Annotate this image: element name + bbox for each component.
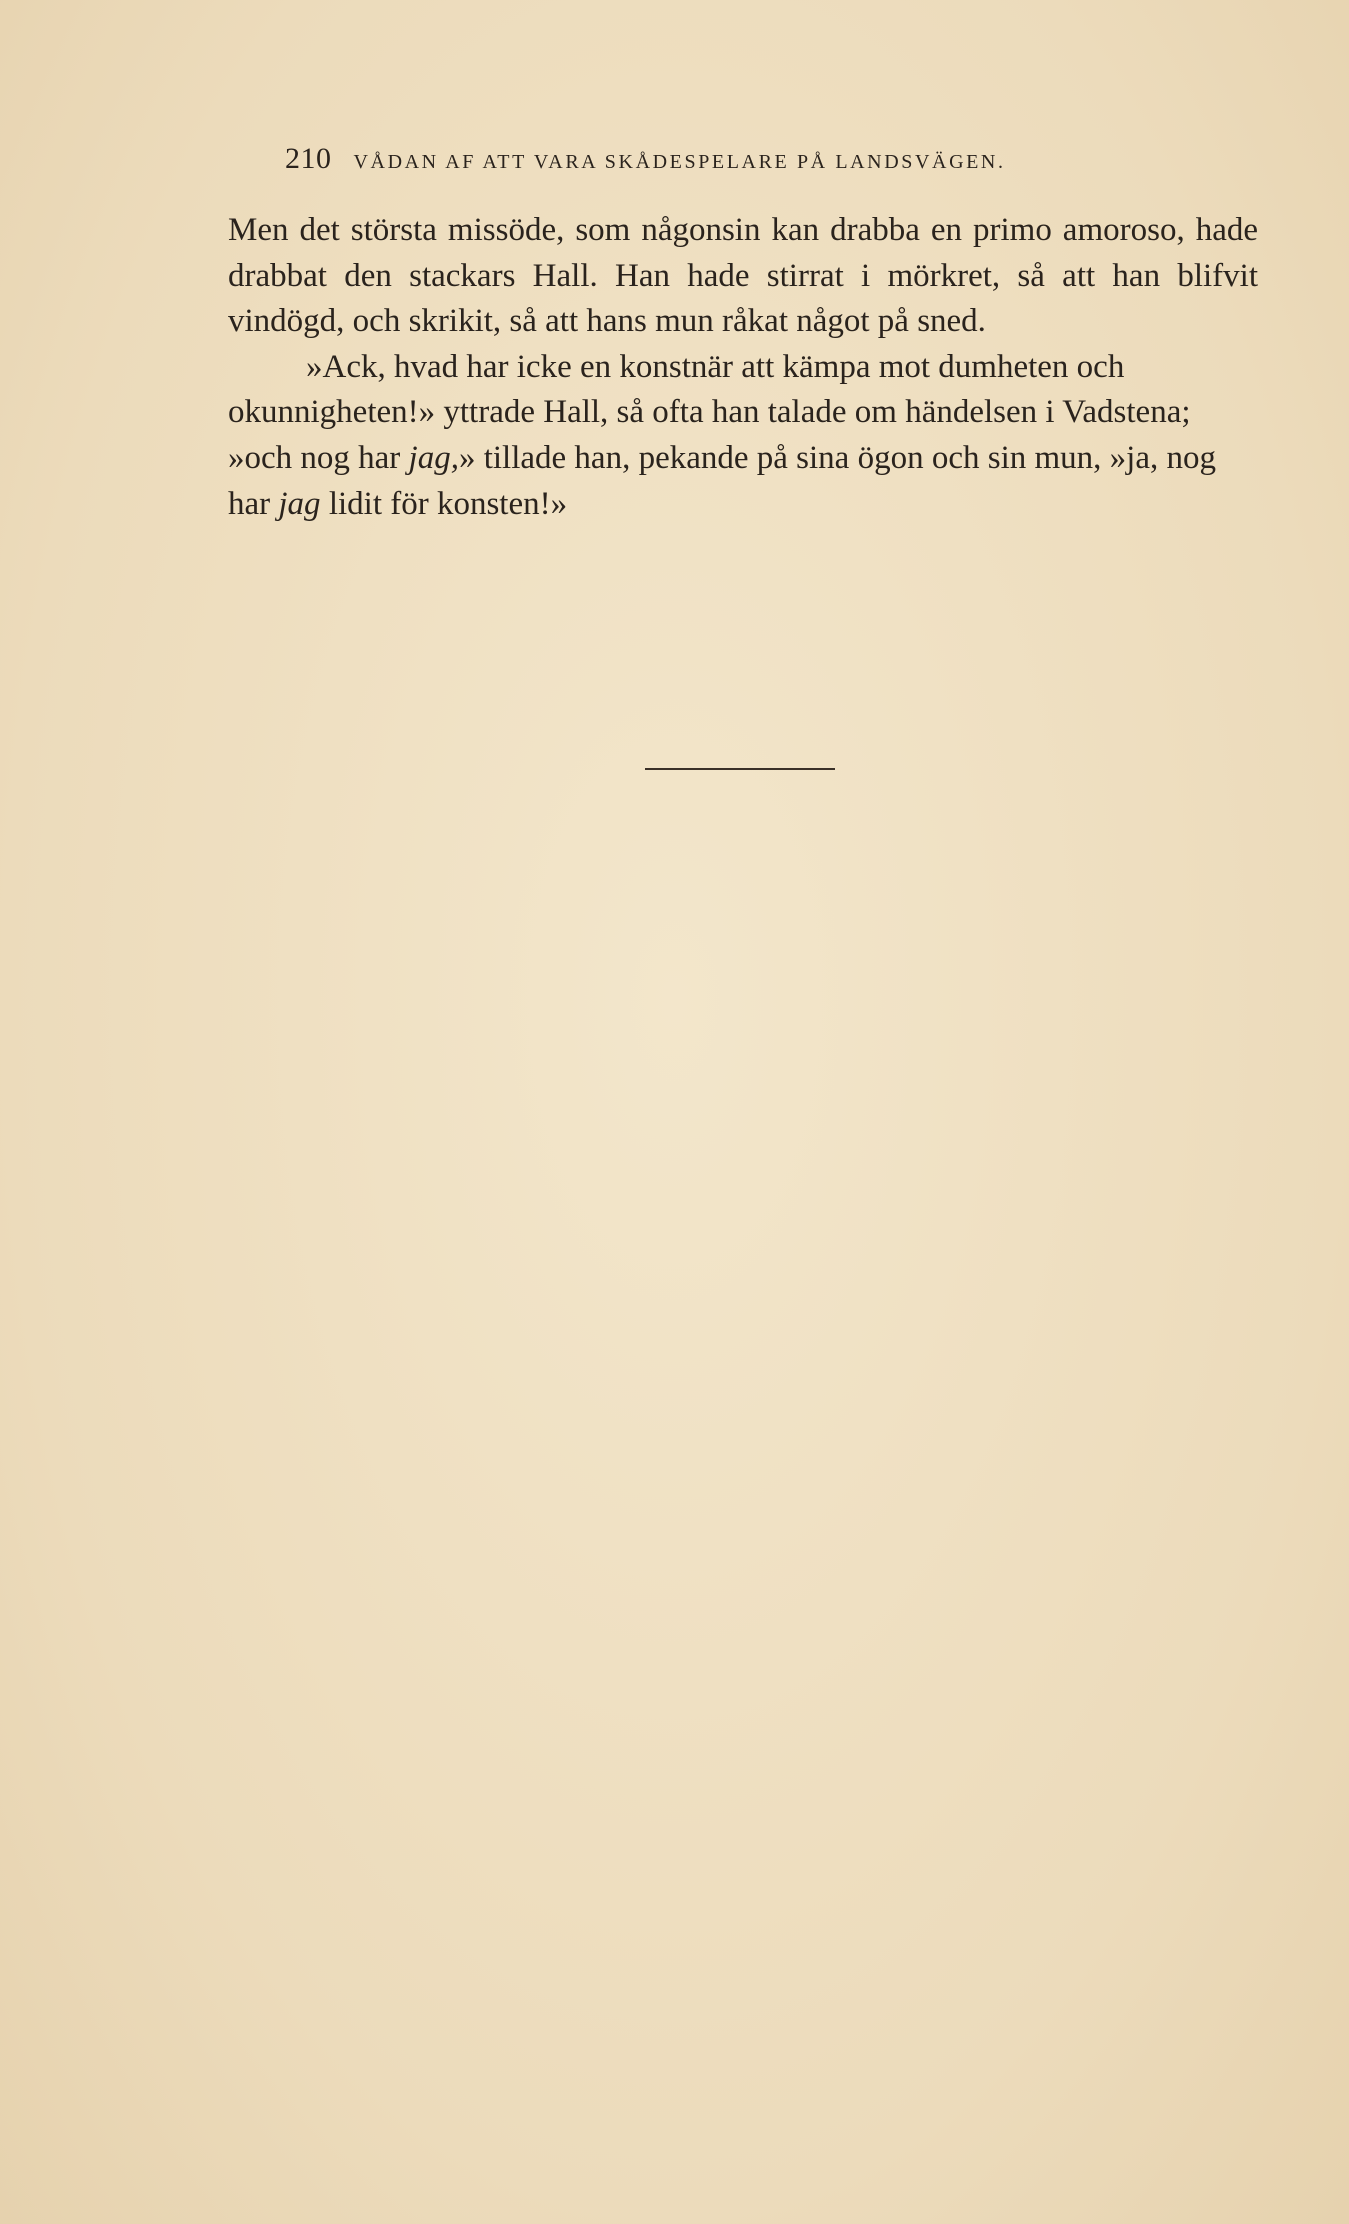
section-divider bbox=[645, 768, 835, 770]
quote-part-3: lidit för konsten!» bbox=[320, 485, 568, 522]
running-title: VÅDAN AF ATT VARA SKÅDESPELARE PÅ LANDSVÄGEN. bbox=[353, 151, 1006, 173]
paragraph-missode: Men det största missöde, som någonsin kan drabba en primo amoroso, hade drabbat den stackars Hall. Han hade stirrat i mörkret, så att han blifvit vindögd, och skrikit, så att hans mun råkat något på sned. bbox=[228, 212, 1258, 340]
quote-emphasis-1: jag, bbox=[408, 439, 459, 476]
quote-part-2: » tillade han, pekande på sina ögon och sin mun, »ja, nog har bbox=[228, 439, 1216, 522]
body-text bbox=[228, 208, 1258, 527]
page-number: 210 bbox=[285, 142, 332, 175]
paragraph-quote bbox=[228, 345, 1258, 527]
quote-emphasis-2: jag bbox=[278, 485, 321, 522]
quote-part-1: »Ack, hvad har icke en konstnär att kämpa mot dumheten och okunnigheten!» yttrade Hall, så ofta han talade om händelsen i Vadstena; »och nog har bbox=[228, 348, 1191, 476]
running-header bbox=[285, 142, 1265, 176]
